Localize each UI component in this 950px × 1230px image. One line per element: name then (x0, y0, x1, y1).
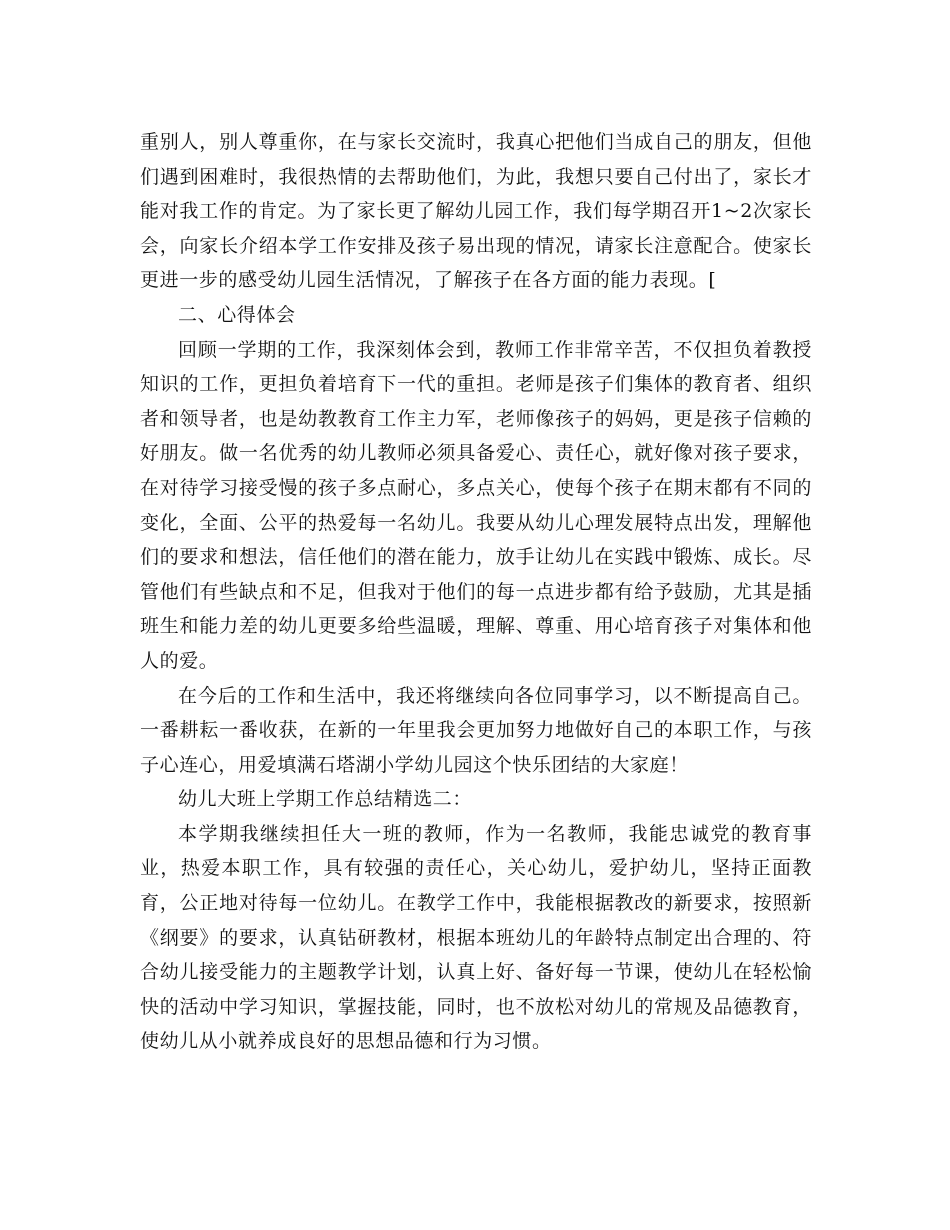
document-body (140, 125, 812, 1059)
section-heading-summary-two: 幼儿大班上学期工作总结精选二： (178, 788, 473, 811)
paragraph-parent-communication: 重别人，别人尊重你，在与家长交流时，我真心把他们当成自己的朋友，但他们遇到困难时，我很热情的去帮助他们，为此，我想只要自己付出了，家长才能对我工作的肯定。为了家长更了解幼儿园工作，我们每学期召开1~2次家长会，向家长介绍本学工作安排及孩子易出现的情况，请家长注意配合。使家长更进一步的感受幼儿园生活情况，了解孩子在各方面的能力表现。[ (140, 131, 812, 292)
paragraph-future-work: 在今后的工作和生活中，我还将继续向各位同事学习，以不断提高自己。一番耕耘一番收获，在新的一年里我会更加努力地做好自己的本职工作，与孩子心连心，用爱填满石塔湖小学幼儿园这个快乐团结的大家庭！ (140, 684, 812, 776)
paragraph-teaching-reflection: 回顾一学期的工作，我深刻体会到，教师工作非常辛苦，不仅担负着教授知识的工作，更担负着培育下一代的重担。老师是孩子们集体的教育者、组织者和领导者，也是幼教教育工作主力军，老师像孩子的妈妈，更是孩子信赖的好朋友。做一名优秀的幼儿教师必须具备爱心、责任心，就好像对孩子要求，在对待学习接受慢的孩子多点耐心，多点关心，使每个孩子在期末都有不同的变化，全面、公平的热爱每一名幼儿。我要从幼儿心理发展特点出发，理解他们的要求和想法，信任他们的潜在能力，放手让幼儿在实践中锻炼、成长。尽管他们有些缺点和不足，但我对于他们的每一点进步都有给予鼓励，尤其是插班生和能力差的幼儿更要多给些温暖，理解、尊重、用心培育孩子对集体和他人的爱。 (140, 338, 812, 672)
paragraph-semester-summary: 本学期我继续担任大一班的教师，作为一名教师，我能忠诚党的教育事业，热爱本职工作，具有较强的责任心，关心幼儿，爱护幼儿，坚持正面教育，公正地对待每一位幼儿。在教学工作中，我能根据教改的新要求，按照新《纲要》的要求，认真钻研教材，根据本班幼儿的年龄特点制定出合理的、符合幼儿接受能力的主题教学计划，认真上好、备好每一节课，使幼儿在轻松愉快的活动中学习知识，掌握技能，同时，也不放松对幼儿的常规及品德教育，使幼儿从小就养成良好的思想品德和行为习惯。 (140, 822, 812, 1053)
section-heading-reflections: 二、心得体会 (178, 303, 296, 326)
